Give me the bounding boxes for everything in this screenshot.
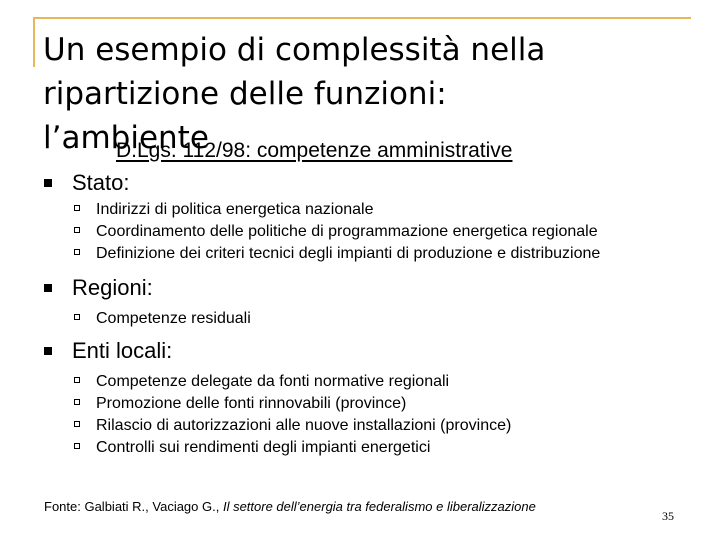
enti-locali-list	[44, 373, 684, 456]
stato-list	[44, 201, 684, 262]
list-item	[44, 310, 684, 327]
hollow-square-bullet-icon	[74, 421, 80, 427]
slide-subtitle: D.Lgs. 112/98: competenze amministrative	[116, 139, 513, 162]
list-item-text: Rilascio di autorizzazioni alle nuove installazioni (province)	[96, 417, 512, 434]
list-item	[44, 201, 684, 218]
section-regioni	[44, 275, 684, 301]
hollow-square-bullet-icon	[74, 205, 80, 211]
hollow-square-bullet-icon	[74, 314, 80, 320]
list-item	[44, 417, 684, 434]
section-enti-locali	[44, 338, 684, 364]
hollow-square-bullet-icon	[74, 249, 80, 255]
hollow-square-bullet-icon	[74, 377, 80, 383]
list-item	[44, 223, 684, 240]
list-item	[44, 395, 684, 412]
list-item-text: Competenze delegate da fonti normative regionali	[96, 373, 450, 390]
list-item-text: Competenze residuali	[96, 310, 251, 327]
source-citation	[44, 499, 536, 515]
square-bullet-icon	[44, 179, 52, 187]
list-item-text: Definizione dei criteri tecnici degli impianti di produzione e distribuzione	[96, 245, 601, 262]
source-prefix: Fonte: Galbiati R., Vaciago G.,	[44, 499, 223, 514]
slide-title: Un esempio di complessità nella ripartizione delle funzioni: l’ambiente	[43, 32, 546, 156]
list-item-text: Promozione delle fonti rinnovabili (province)	[96, 395, 407, 412]
hollow-square-bullet-icon	[74, 227, 80, 233]
slide-content	[44, 170, 684, 456]
list-item-text: Indirizzi di politica energetica nazionale	[96, 201, 374, 218]
list-item-text: Coordinamento delle politiche di programmazione energetica regionale	[96, 223, 598, 240]
frame-top-line	[33, 17, 691, 19]
frame-left-line	[33, 17, 35, 67]
regioni-list	[44, 310, 684, 327]
section-heading: Stato:	[72, 170, 130, 195]
list-item	[44, 373, 684, 390]
section-heading: Regioni:	[72, 275, 153, 300]
list-item-text: Controlli sui rendimenti degli impianti energetici	[96, 439, 431, 456]
source-title: Il settore dell’energia tra federalismo e liberalizzazione	[222, 499, 536, 514]
section-stato	[44, 170, 684, 196]
section-heading: Enti locali:	[72, 338, 173, 363]
hollow-square-bullet-icon	[74, 399, 80, 405]
hollow-square-bullet-icon	[74, 443, 80, 449]
square-bullet-icon	[44, 347, 52, 355]
list-item	[44, 245, 684, 262]
list-item	[44, 439, 684, 456]
square-bullet-icon	[44, 284, 52, 292]
page-number: 35	[662, 509, 674, 523]
